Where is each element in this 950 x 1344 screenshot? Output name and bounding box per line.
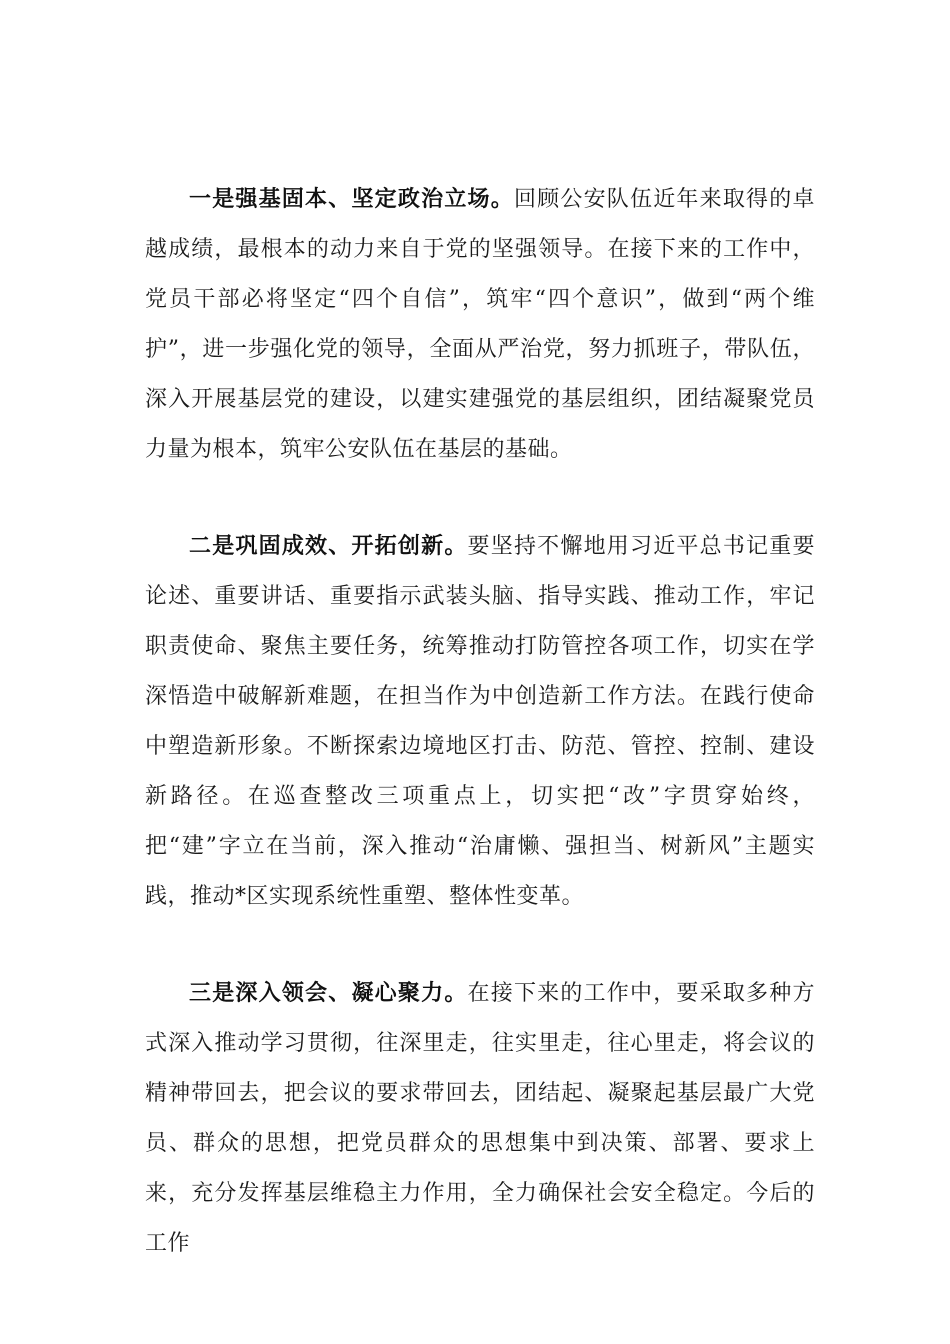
paragraph-3 bbox=[145, 968, 815, 1269]
paragraph-3-heading: 三是深入领会、凝心聚力。 bbox=[189, 980, 468, 1006]
paragraph-1-heading: 一是强基固本、坚定政治立场。 bbox=[189, 186, 514, 212]
paragraph-3-body: 在接下来的工作中，要采取多种方式深入推动学习贯彻，往深里走，往实里走，往心里走，将会议的精神带回去，把会议的要求带回去，团结起、凝聚起基层最广大党员、群众的思想，把党员群众的思想集中到决策、部署、要求上来，充分发挥基层维稳主力作用，全力确保社会安全稳定。今后的工作 bbox=[145, 981, 815, 1256]
paragraph-1-body: 回顾公安队伍近年来取得的卓越成绩，最根本的动力来自于党的坚强领导。在接下来的工作中，党员干部必将坚定“四个自信”，筑牢“四个意识”，做到“两个维护”，进一步强化党的领导，全面从严治党，努力抓班子，带队伍，深入开展基层党的建设，以建实建强党的基层组织，团结凝聚党员力量为根本，筑牢公安队伍在基层的基础。 bbox=[145, 187, 815, 462]
paragraph-2-heading: 二是巩固成效、开拓创新。 bbox=[189, 533, 468, 559]
paragraph-1 bbox=[145, 174, 815, 475]
paragraph-2-body: 要坚持不懈地用习近平总书记重要论述、重要讲话、重要指示武装头脑、指导实践、推动工作，牢记职责使命、聚焦主要任务，统筹推动打防管控各项工作，切实在学深悟造中破解新难题，在担当作为中创造新工作方法。在践行使命中塑造新形象。不断探索边境地区打击、防范、管控、控制、建设新路径。在巡查整改三项重点上，切实把“改”字贯穿始终，把“建”字立在当前，深入推动“治庸懒、强担当、树新风”主题实践，推动*区实现系统性重塑、整体性变革。 bbox=[145, 534, 815, 909]
paragraph-2 bbox=[145, 521, 815, 922]
